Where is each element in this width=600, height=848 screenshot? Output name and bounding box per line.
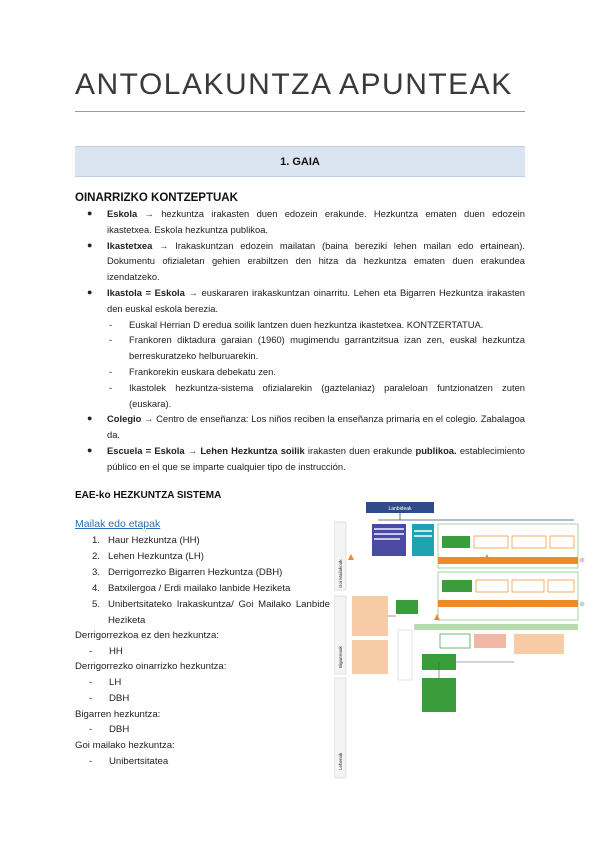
level-item: - DBH bbox=[89, 724, 130, 736]
term: Eskola bbox=[107, 208, 138, 219]
diagram-box bbox=[512, 536, 546, 548]
arrow-separator: → bbox=[184, 286, 202, 298]
list-item bbox=[75, 443, 525, 475]
term: Ikastola = Eskola bbox=[107, 286, 185, 298]
diagram-box bbox=[396, 600, 418, 614]
diagram-box bbox=[476, 580, 508, 592]
diagram-box bbox=[514, 634, 564, 654]
diagram-box bbox=[374, 533, 404, 535]
diagram-side-label: Goi Mailakoak bbox=[338, 559, 343, 588]
definition: irakasten duen erakunde bbox=[304, 444, 416, 456]
level-heading: Derrigorrezkoa ez den hezkuntza: bbox=[75, 630, 219, 641]
term: Lehen Hezkuntza soilik bbox=[200, 444, 305, 456]
stage-label: Unibertsitateko Irakaskuntza/ Goi Mailako Lanbide Heziketa bbox=[108, 599, 330, 626]
stage-number: 2. bbox=[92, 551, 101, 562]
diagram-box bbox=[352, 640, 388, 674]
stage-number: 3. bbox=[92, 567, 101, 578]
sub-list-item: - Frankorekin euskara debekatu zen. bbox=[109, 365, 276, 377]
diagram-side-bar bbox=[398, 630, 412, 680]
level-item-text: Unibertsitatea bbox=[109, 755, 169, 767]
definition: establecimiento público en el que se imparte cualquier tipo de instrucción. bbox=[107, 444, 525, 472]
diagram-box bbox=[474, 536, 508, 548]
diagram-box bbox=[440, 634, 470, 648]
term: Escuela = Eskola bbox=[107, 444, 185, 456]
definition: hezkuntza irakasten duen edozein erakunde. Hezkuntza ematen duen edozein ikastetxea. Eskola hezkuntza publikoa. bbox=[107, 208, 525, 235]
level-item: - HH bbox=[89, 645, 123, 657]
diagram-side-label: Bigarrenak bbox=[338, 646, 343, 668]
list-item bbox=[75, 238, 525, 285]
level-item-text: HH bbox=[109, 645, 123, 657]
stage-number: 4. bbox=[92, 583, 101, 594]
sub-item-text: Ikastolek hezkuntza-sistema ofizialarekin (gaztelaniaz) paraleloan funtzionatzen zuten (euskara). bbox=[129, 381, 525, 409]
level-heading: Bigarren hezkuntza: bbox=[75, 708, 161, 720]
list-item bbox=[75, 549, 330, 565]
list-item bbox=[75, 565, 330, 581]
diagram-box bbox=[422, 678, 456, 712]
warning-icon bbox=[434, 614, 440, 620]
section-heading-eae: EAE-ko HEZKUNTZA SISTEMA bbox=[75, 490, 222, 501]
diagram-bar bbox=[414, 624, 578, 630]
level-heading: Derrigorrezko oinarrizko hezkuntza: bbox=[75, 661, 227, 673]
stage-label: Batxilergoa / Erdi mailako lanbide Heziketa bbox=[108, 583, 291, 594]
sub-item-text: Frankorekin euskara debekatu zen. bbox=[129, 365, 276, 377]
level-item-text: DBH bbox=[109, 692, 130, 704]
diagram-box bbox=[374, 528, 404, 530]
level-item-text: LH bbox=[109, 677, 122, 689]
diagram-frame bbox=[438, 572, 578, 620]
stage-label: Haur Hezkuntza (HH) bbox=[108, 535, 200, 546]
sub-list bbox=[107, 317, 525, 412]
diagram-box bbox=[442, 580, 472, 592]
bullet-icon: ● bbox=[87, 444, 93, 455]
list-item bbox=[75, 206, 525, 238]
sub-item-text: Euskal Herrian D eredua soilik lantzen duen hezkuntza ikastetxea. KONTZERTATUA. bbox=[129, 318, 484, 330]
definition: euskararen irakaskuntzan oinarritu. Lehen eta Bigarren Hezkuntza irakasten den euskal eskola berezia. bbox=[107, 286, 525, 314]
diagram-box bbox=[352, 596, 388, 636]
definition: Irakaskuntzan edozein mailatan (baina bereziki lehen mailan edo ertainean). Dokumentu ofizialetan gehien erabiltzen den hitza da hezkuntza ematen duen erakundea izendatzeko. bbox=[107, 239, 525, 283]
level-item-text: DBH bbox=[109, 724, 130, 736]
term: Colegio bbox=[107, 413, 142, 425]
arrow-separator: → bbox=[184, 444, 201, 456]
diagram-bar bbox=[438, 600, 578, 607]
diagram-bar bbox=[438, 557, 578, 564]
sub-list-item: - Ikastolek hezkuntza-sistema ofizialarekin (gaztelaniaz) paraleloan funtzionatzen zuten (euskara). bbox=[109, 381, 525, 409]
bullet-icon: ● bbox=[87, 239, 93, 250]
title-divider bbox=[75, 111, 525, 112]
diagram-box bbox=[550, 536, 574, 548]
diagram-marker bbox=[580, 602, 585, 607]
level-item: - Unibertsitatea bbox=[89, 755, 169, 767]
arrow-separator: → bbox=[141, 413, 157, 425]
diagram-box bbox=[374, 538, 400, 540]
sub-item-text: Frankoren diktadura garaian (1960) mugimendu garrantzitsua izan zen, euskal hezkuntza berreskuratzeko helburuarekin. bbox=[129, 334, 525, 362]
arrow-separator: → bbox=[137, 208, 162, 219]
level-item: - LH bbox=[89, 677, 122, 689]
diagram-box bbox=[474, 634, 506, 648]
education-levels bbox=[75, 628, 335, 769]
list-item bbox=[75, 411, 525, 443]
bullet-icon: ● bbox=[87, 286, 93, 297]
diagram-marker bbox=[580, 558, 585, 563]
diagram-box bbox=[548, 580, 574, 592]
diagram-side-label: Lehenak bbox=[338, 752, 343, 770]
warning-icon bbox=[348, 554, 354, 560]
term: publikoa. bbox=[415, 444, 457, 456]
education-system-diagram bbox=[334, 500, 586, 786]
concepts-list bbox=[75, 206, 525, 475]
diagram-box bbox=[442, 536, 470, 548]
list-item bbox=[75, 533, 330, 549]
bullet-icon: ● bbox=[87, 208, 93, 218]
stage-label: Lehen Hezkuntza (LH) bbox=[108, 551, 204, 562]
diagram-top-label: Lanbideak bbox=[388, 506, 412, 512]
diagram-box bbox=[512, 580, 544, 592]
sub-list-item: - Frankoren diktadura garaian (1960) mugimendu garrantzitsua izan zen, euskal hezkuntza berreskuratzeko helburuarekin. bbox=[109, 334, 525, 362]
stages-list bbox=[75, 533, 330, 629]
diagram-box bbox=[414, 530, 432, 532]
term: Ikastetxea bbox=[107, 239, 153, 251]
stage-label: Derrigorrezko Bigarren Hezkuntza (DBH) bbox=[108, 567, 283, 578]
list-item bbox=[75, 597, 330, 629]
chapter-banner bbox=[75, 146, 525, 177]
bullet-icon: ● bbox=[87, 413, 93, 424]
diagram-box bbox=[412, 524, 434, 556]
stage-number: 1. bbox=[92, 535, 101, 546]
level-heading: Goi mailako hezkuntza: bbox=[75, 739, 175, 751]
level-item: - DBH bbox=[89, 692, 130, 704]
diagram-box bbox=[414, 535, 432, 537]
chapter-label: 1. GAIA bbox=[280, 155, 320, 168]
list-item bbox=[75, 581, 330, 597]
stage-number: 5. bbox=[92, 599, 101, 610]
definition: Centro de enseñanza: Los niños reciben la enseñanza primaria en el colegio. Zabalagoa da. bbox=[107, 413, 525, 441]
list-item bbox=[75, 285, 525, 411]
arrow-separator: → bbox=[152, 239, 176, 251]
section-heading-oinarrizko: OINARRIZKO KONTZEPTUAK bbox=[75, 192, 238, 204]
page-title: ANTOLAKUNTZA APUNTEAK bbox=[75, 68, 513, 101]
sub-list-item: - Euskal Herrian D eredua soilik lantzen duen hezkuntza ikastetxea. KONTZERTATUA. bbox=[109, 318, 484, 330]
mailak-link[interactable]: Mailak edo etapak bbox=[75, 518, 161, 530]
